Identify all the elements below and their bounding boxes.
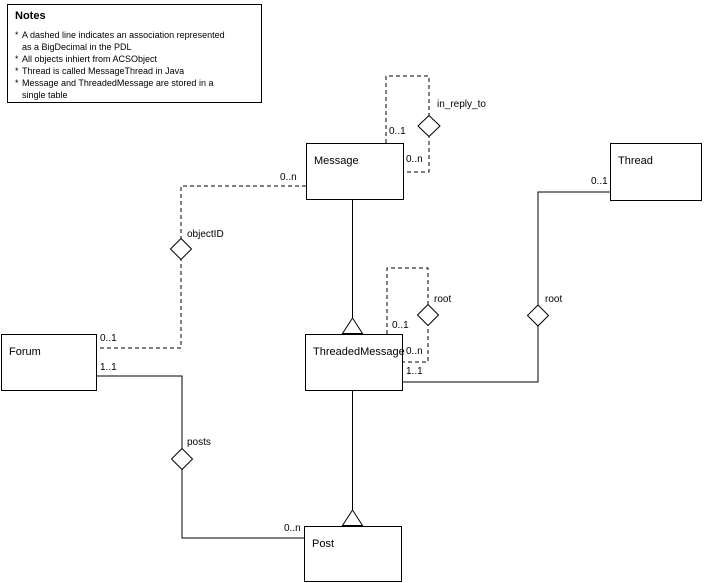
class-box-message bbox=[306, 143, 404, 200]
class-box-post bbox=[304, 526, 402, 582]
multiplicity-in-reply-to-right: 0..n bbox=[406, 154, 423, 165]
note-text: Message and ThreadedMessage are stored in a single table bbox=[22, 78, 214, 100]
association-diamond-in-reply-to bbox=[418, 116, 440, 137]
note-item bbox=[15, 29, 255, 53]
note-text: Thread is called MessageThread in Java bbox=[22, 66, 185, 76]
class-name-threadedmessage: ThreadedMessage bbox=[313, 346, 405, 358]
note-item bbox=[15, 53, 255, 65]
class-box-forum bbox=[1, 334, 97, 391]
multiplicity-posts-forum: 1..1 bbox=[100, 362, 117, 373]
multiplicity-root-self-right: 0..n bbox=[406, 346, 423, 357]
bullet-glyph: * bbox=[15, 30, 19, 40]
note-text: All objects inhiert from ACSObject bbox=[22, 54, 158, 64]
multiplicity-posts-post: 0..n bbox=[284, 523, 301, 534]
notes-list bbox=[15, 29, 255, 101]
generalization-triangle-message bbox=[343, 318, 363, 334]
association-line-thread-root bbox=[403, 192, 610, 382]
bullet-glyph: * bbox=[15, 54, 19, 64]
notes-box bbox=[7, 4, 262, 103]
association-label-root-self: root bbox=[434, 294, 452, 305]
association-line-objectid bbox=[97, 186, 306, 348]
class-name-forum: Forum bbox=[9, 346, 41, 358]
bullet-glyph: * bbox=[15, 66, 19, 76]
multiplicity-thread-root-thread: 0..1 bbox=[591, 176, 608, 187]
class-box-thread bbox=[610, 143, 702, 201]
note-item bbox=[15, 65, 255, 77]
multiplicity-root-self-top: 0..1 bbox=[392, 320, 409, 331]
association-label-in-reply-to: in_reply_to bbox=[437, 99, 486, 110]
note-text: A dashed line indicates an association represented as a BigDecimal in the PDL bbox=[22, 30, 225, 52]
notes-title: Notes bbox=[15, 10, 46, 22]
association-label-thread-root: root bbox=[545, 294, 563, 305]
class-name-post: Post bbox=[312, 538, 335, 550]
multiplicity-objectid-message: 0..n bbox=[280, 172, 297, 183]
class-box-threadedmessage bbox=[305, 334, 403, 391]
multiplicity-thread-root-threadedmessage: 1..1 bbox=[406, 366, 423, 377]
class-name-thread: Thread bbox=[618, 155, 653, 167]
association-label-posts: posts bbox=[187, 437, 211, 448]
bullet-glyph: * bbox=[15, 78, 19, 88]
multiplicity-in-reply-to-top: 0..1 bbox=[389, 126, 406, 137]
association-diamond-root-self bbox=[418, 305, 439, 326]
generalization-triangle-threadedmessage bbox=[343, 510, 363, 526]
association-line-posts bbox=[97, 376, 304, 538]
multiplicity-objectid-forum: 0..1 bbox=[100, 333, 117, 344]
association-diamond-posts bbox=[172, 449, 193, 470]
association-diamond-objectid bbox=[171, 239, 192, 260]
association-diamond-thread-root bbox=[528, 305, 549, 326]
note-item bbox=[15, 77, 255, 101]
class-name-message: Message bbox=[314, 155, 359, 167]
association-label-objectid: objectID bbox=[187, 229, 224, 240]
